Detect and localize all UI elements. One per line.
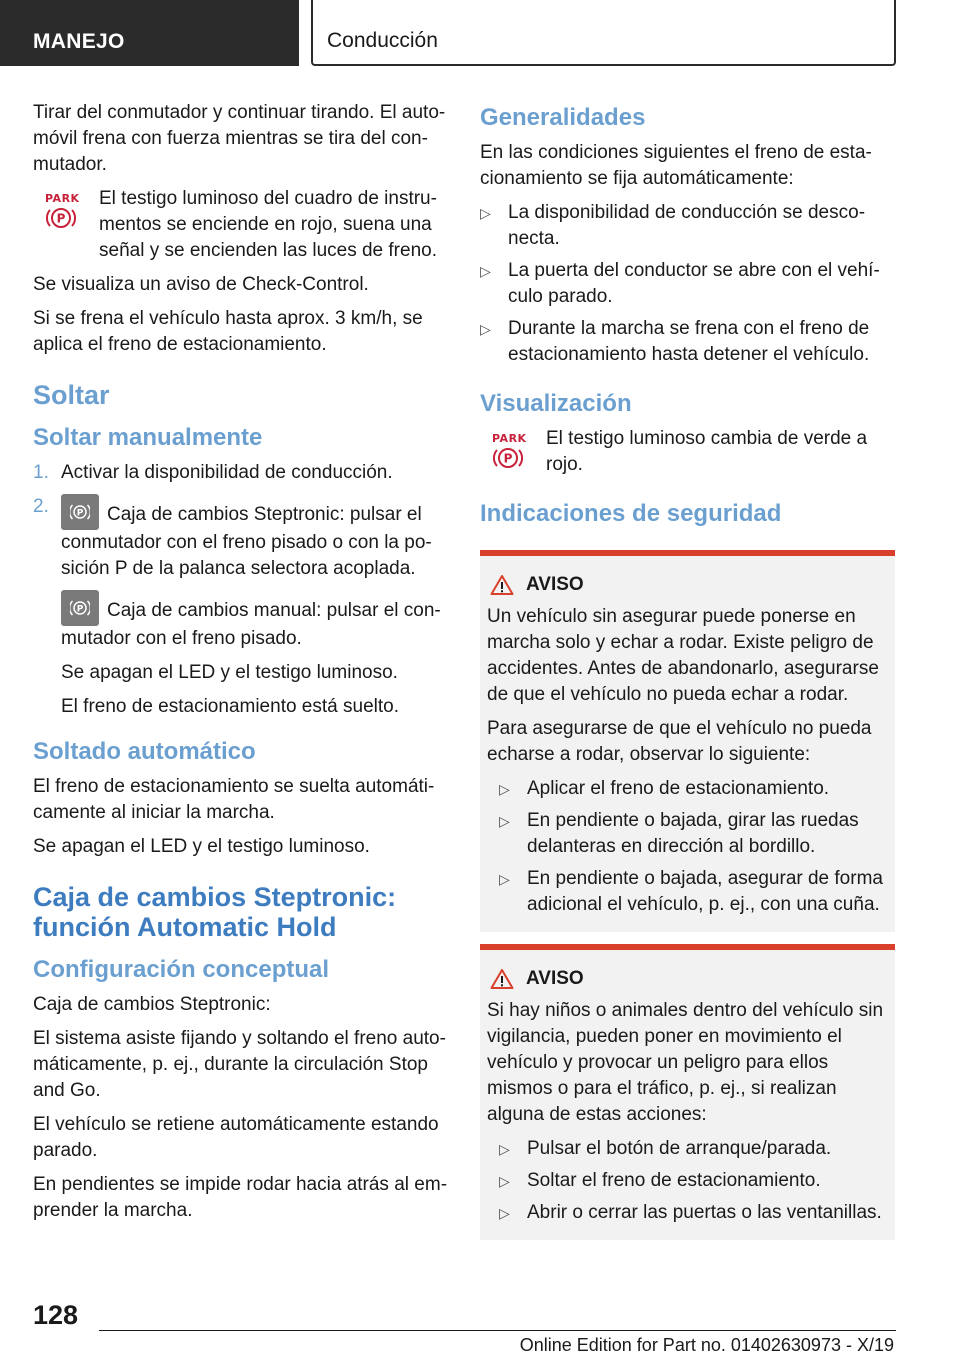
bullet-triangle-icon: ▷ <box>499 1205 510 1221</box>
list-item: ▷ En pendiente o bajada, asegurar de forma adicional el vehículo, p. ej., con una cuña. <box>499 866 887 918</box>
heading-visualizacion: Visualización <box>480 390 632 417</box>
paragraph: Se apagan el LED y el testigo luminoso. <box>33 836 370 857</box>
heading-automatic-hold: Caja de cambios Steptronic: función Automatic Hold <box>33 882 397 942</box>
section-title: MANEJO <box>33 30 125 53</box>
warning-triangle-icon <box>490 968 514 990</box>
step-text: Activar la disponibilidad de conducción. <box>61 462 393 483</box>
svg-text:P: P <box>76 604 84 615</box>
parking-brake-button-icon <box>61 590 99 626</box>
heading-soltar: Soltar <box>33 380 110 410</box>
step-text: Se apagan el LED y el testigo luminoso. <box>61 662 398 683</box>
right-column <box>480 100 895 1252</box>
svg-text:P: P <box>503 451 513 466</box>
paragraph: Para asegurarse de que el vehículo no pueda echarse a rodar, observar lo siguiente: <box>487 718 872 765</box>
page-number: 128 <box>33 1300 79 1330</box>
bullet-triangle-icon: ▷ <box>499 813 510 829</box>
step-text: Caja de cambios Steptronic: pulsar el conmutador con el freno pisado o con la posición P de la palanca selectora acoplada. <box>61 504 432 579</box>
park-warning-icon: PARK P <box>45 192 80 226</box>
paragraph: Un vehículo sin asegurar puede ponerse en marcha solo y echar a rodar. Existe peligro de accidentes. Antes de abandonarlo, asegurarse de que el vehículo no pueda echar a rodar. <box>487 606 879 705</box>
paragraph: El testigo luminoso del cuadro de instrumentos se enciende en rojo, suena una señal y se encienden las luces de freno. <box>99 188 437 261</box>
warning-title: AVISO <box>487 574 887 596</box>
list-item: ▷ Durante la marcha se frena con el freno de estacionamiento hasta detener el vehículo. <box>480 316 895 368</box>
chapter-title: Conducción <box>327 29 438 52</box>
bullet-triangle-icon: ▷ <box>480 321 491 337</box>
footer-divider <box>99 1330 896 1331</box>
bullet-triangle-icon: ▷ <box>499 781 510 797</box>
warning-box <box>480 550 895 932</box>
paragraph: En pendientes se impide rodar hacia atrás al emprender la marcha. <box>33 1174 448 1221</box>
park-indicator-row <box>33 186 448 264</box>
bullet-triangle-icon: ▷ <box>499 1173 510 1189</box>
step-text: Caja de cambios manual: pulsar el conmutador con el freno pisado. <box>61 600 441 649</box>
bullet-triangle-icon: ▷ <box>499 1141 510 1157</box>
step-number: 1. <box>33 462 49 483</box>
paragraph: El freno de estacionamiento se suelta automáticamente al iniciar la marcha. <box>33 776 435 823</box>
list-item <box>33 494 448 720</box>
paragraph: Tirar del conmutador y continuar tirando. El automóvil frena con fuerza mientras se tira del conmutador. <box>33 102 446 175</box>
heading-configuracion: Configuración conceptual <box>33 956 330 983</box>
list-item: ▷ Aplicar el freno de estacionamiento. <box>499 776 887 802</box>
bullet-triangle-icon: ▷ <box>480 205 491 221</box>
heading-soltar-manualmente: Soltar manualmente <box>33 424 263 451</box>
section-header <box>0 0 299 66</box>
paragraph: El vehículo se retiene automáticamente estando parado. <box>33 1114 439 1161</box>
paragraph: Se visualiza un aviso de Check-Control. <box>33 274 369 295</box>
heading-generalidades: Generalidades <box>480 104 646 131</box>
svg-text:P: P <box>76 508 84 519</box>
warning-box <box>480 944 895 1240</box>
step-text: El freno de estacionamiento está suelto. <box>61 696 399 717</box>
park-indicator-row <box>480 426 895 478</box>
left-column <box>33 100 448 1232</box>
list-item: ▷ En pendiente o bajada, girar las ruedas delanteras en dirección al bordillo. <box>499 808 887 860</box>
paragraph: Si se frena el vehículo hasta aprox. 3 km/h, se aplica el freno de estacionamiento. <box>33 308 423 355</box>
paragraph: Caja de cambios Steptronic: <box>33 994 271 1015</box>
list-item: ▷ Pulsar el botón de arranque/parada. <box>499 1136 887 1162</box>
warning-triangle-icon <box>490 574 514 596</box>
footer-edition: Online Edition for Part no. 01402630973 - X/19 <box>519 1335 894 1355</box>
svg-text:P: P <box>56 211 66 226</box>
paragraph: El testigo luminoso cambia de verde a rojo. <box>546 428 868 475</box>
list-item: ▷ Abrir o cerrar las puertas o las ventanillas. <box>499 1200 887 1226</box>
warning-title: AVISO <box>487 968 887 990</box>
list-item <box>33 460 448 486</box>
heading-soltado-automatico: Soltado automático <box>33 738 256 765</box>
paragraph: En las condiciones siguientes el freno de estacionamiento se fija automáticamente: <box>480 142 872 189</box>
paragraph: El sistema asiste fijando y soltando el freno automáticamente, p. ej., durante la circulación Stop and Go. <box>33 1028 446 1101</box>
heading-seguridad: Indicaciones de seguridad <box>480 500 782 527</box>
parking-brake-button-icon <box>61 494 99 530</box>
step-number: 2. <box>33 496 49 517</box>
bullet-triangle-icon: ▷ <box>499 871 510 887</box>
park-warning-icon: PARK P <box>492 432 527 466</box>
list-item: ▷ La disponibilidad de conducción se desconecta. <box>480 200 895 252</box>
list-item: ▷ La puerta del conductor se abre con el vehículo parado. <box>480 258 895 310</box>
bullet-triangle-icon: ▷ <box>480 263 491 279</box>
list-item: ▷ Soltar el freno de estacionamiento. <box>499 1168 887 1194</box>
paragraph: Si hay niños o animales dentro del vehículo sin vigilancia, pueden poner en movimiento el vehículo y provocar un peligro para ellos mismos o para el tráfico, p. ej., si realizan alguna de estas acciones: <box>487 1000 884 1125</box>
chapter-tab <box>311 0 896 66</box>
